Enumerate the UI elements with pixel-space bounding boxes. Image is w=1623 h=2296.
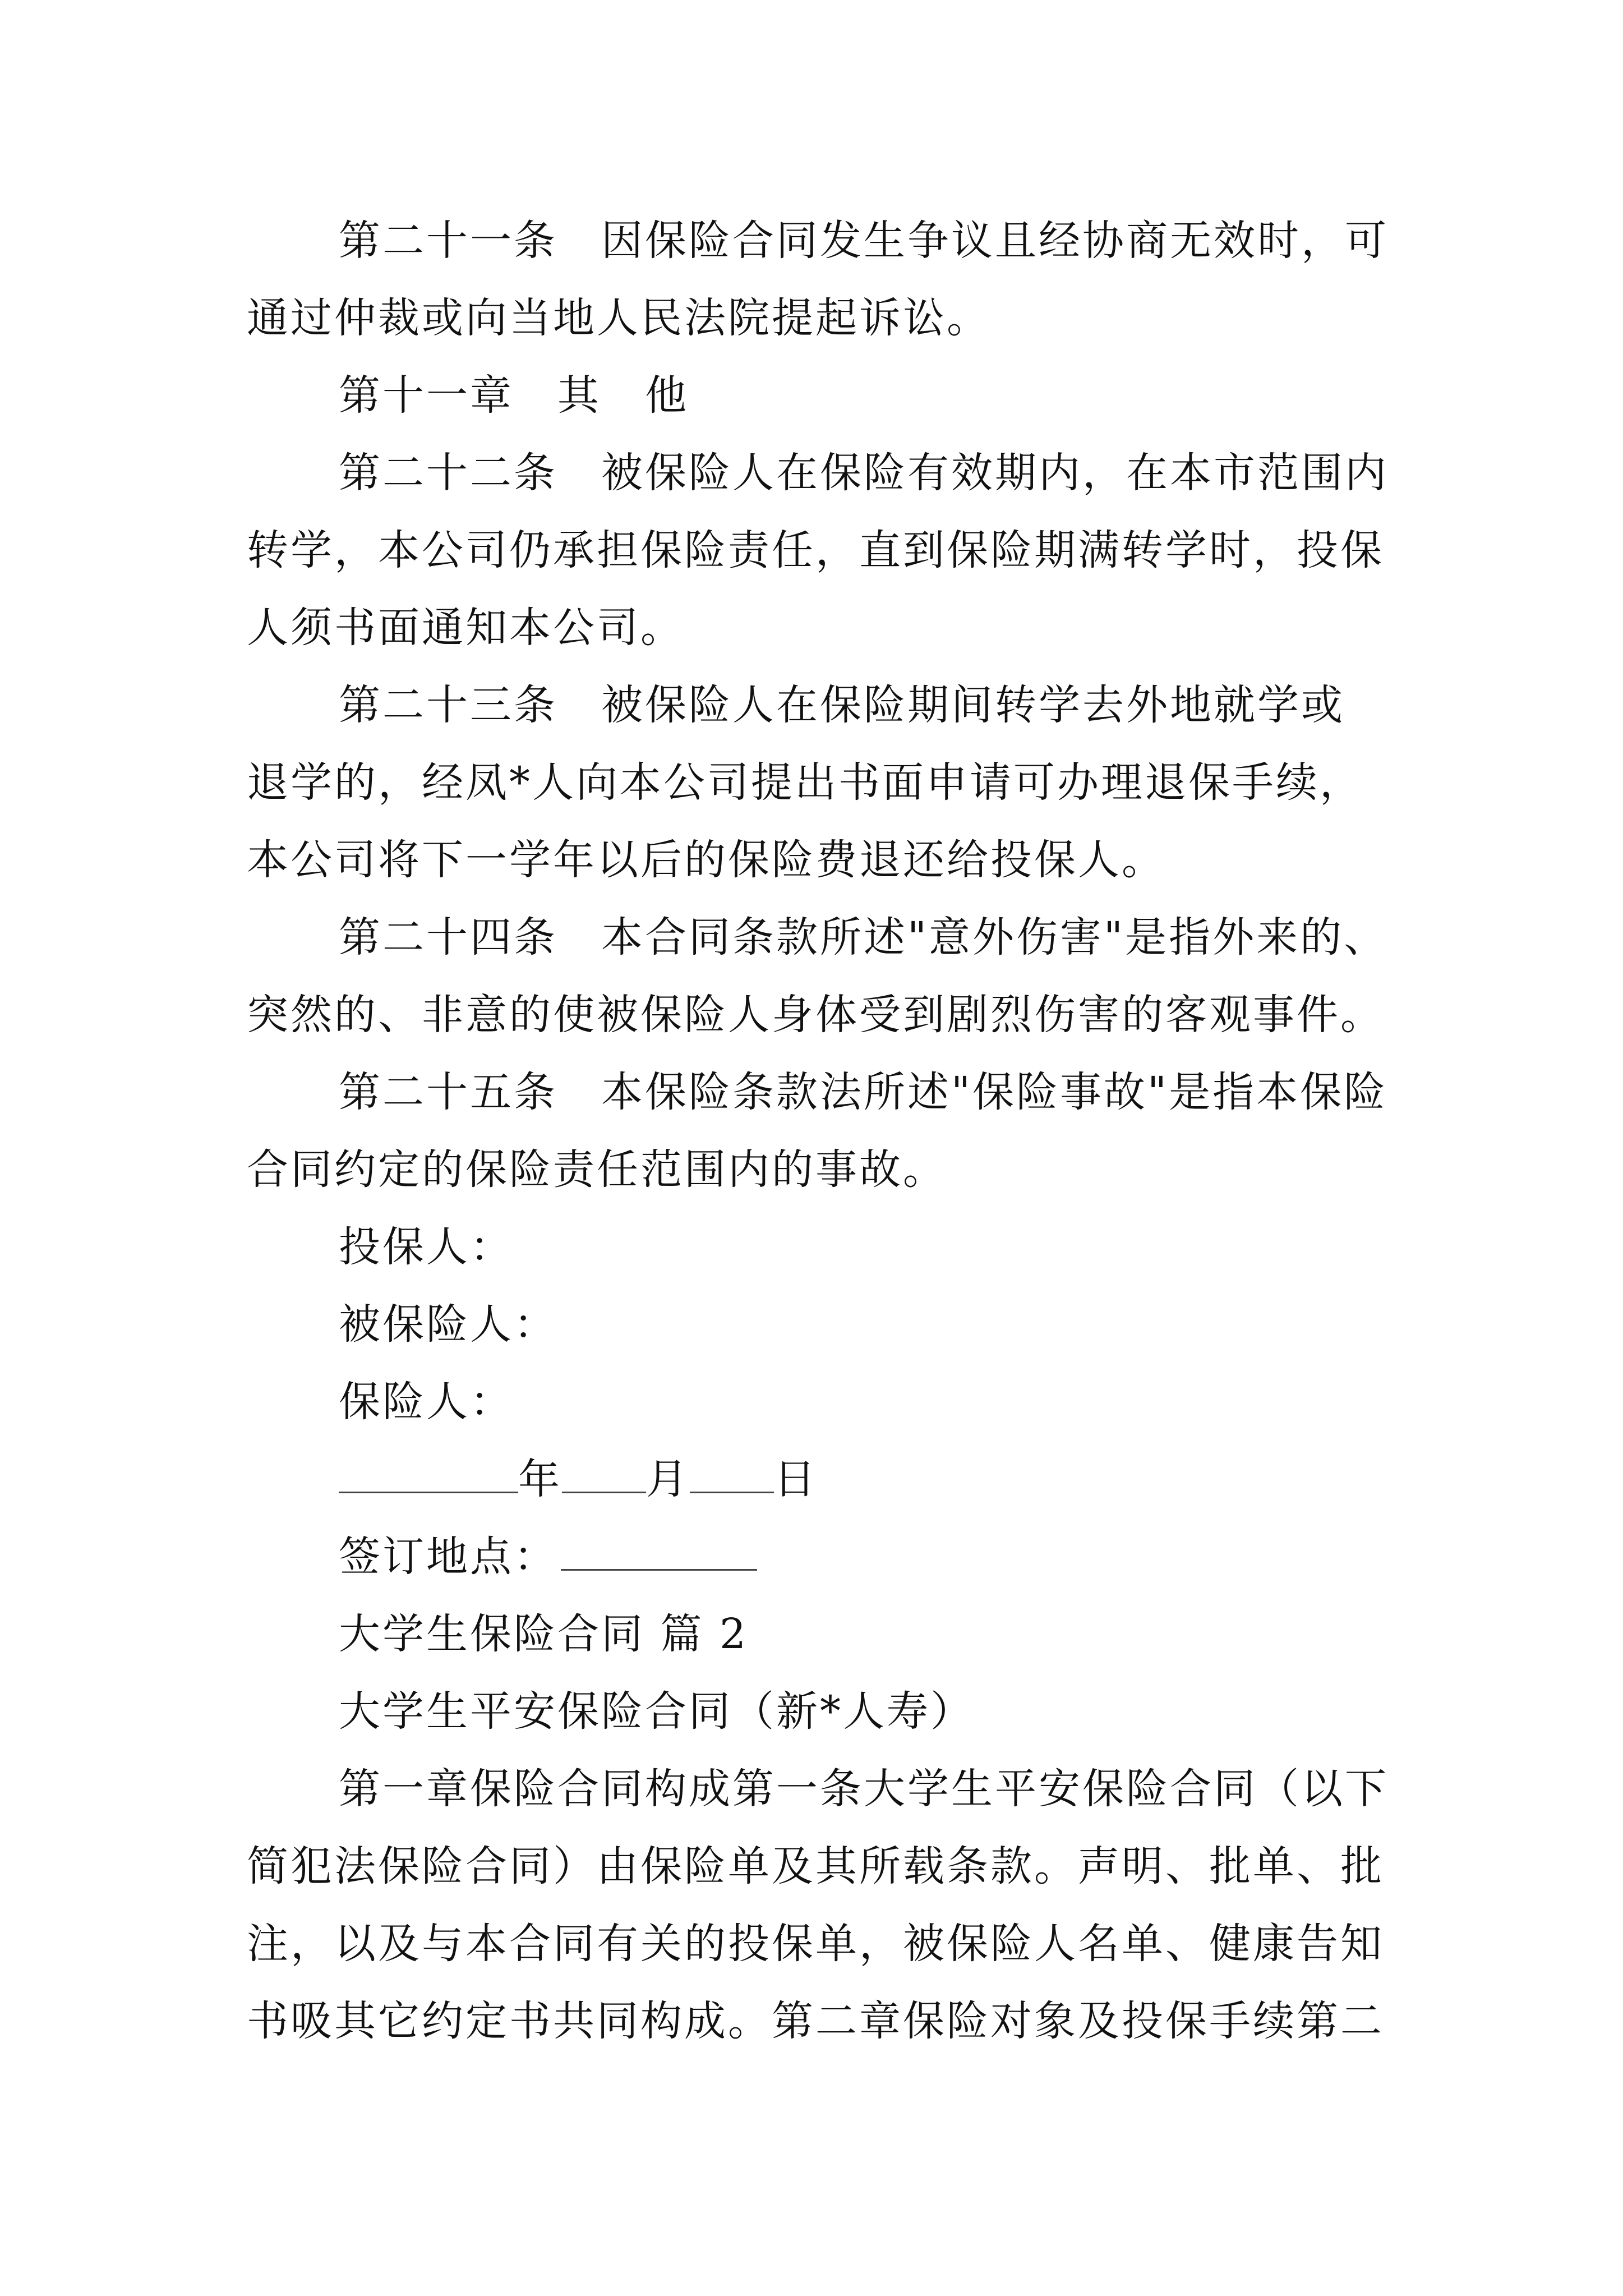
day-label: 日 bbox=[774, 1455, 818, 1503]
article-25-line-2: 合同约定的保险责任范围内的事故。 bbox=[247, 1145, 947, 1194]
article-23-line-2: 退学的，经凤*人向本公司提出书面申请可办理退保手续， bbox=[247, 758, 1363, 807]
signing-place-line bbox=[247, 1518, 1402, 1595]
chapter-1-line-4: 书吸其它约定书共同构成。第二章保险对象及投保手续第二 bbox=[247, 1997, 1384, 2045]
article-21-line-2: 通过仲裁或向当地人民法院提起诉讼。 bbox=[247, 294, 990, 342]
chapter-11-heading: 第十一章 其 他 bbox=[339, 371, 689, 420]
date-line bbox=[247, 1441, 1402, 1518]
article-24-line-2: 突然的、非意的使被保险人身体受到剧烈伤害的客观事件。 bbox=[247, 991, 1384, 1039]
year-label: 年 bbox=[518, 1455, 562, 1503]
insured-label: 被保险人： bbox=[339, 1300, 557, 1349]
insurer-label: 保险人： bbox=[339, 1378, 514, 1426]
month-label: 月 bbox=[646, 1455, 690, 1503]
article-23-line-1: 第二十三条 被保险人在保险期间转学去外地就学或 bbox=[339, 681, 1345, 729]
signing-place-label: 签订地点： bbox=[339, 1533, 557, 1581]
month-blank bbox=[562, 1448, 646, 1493]
article-22-line-1: 第二十二条 被保险人在保险有效期内，在本市范围内 bbox=[339, 449, 1389, 497]
chapter-1-line-2: 简犯法保险合同）由保险单及其所载条款。声明、批单、批 bbox=[247, 1842, 1384, 1890]
article-23 bbox=[247, 666, 1402, 899]
article-23-line-3: 本公司将下一学年以后的保险费退还给投保人。 bbox=[247, 836, 1165, 884]
article-25-line-1: 第二十五条 本保险条款法所述"保险事故"是指本保险 bbox=[339, 1068, 1388, 1116]
signing-place-blank bbox=[561, 1525, 757, 1571]
day-blank bbox=[690, 1448, 774, 1493]
article-21 bbox=[247, 202, 1402, 357]
article-22-line-2: 转学，本公司仍承担保险责任，直到保险期满转学时，投保 bbox=[247, 526, 1384, 574]
section-2-title: 大学生保险合同 篇 2 bbox=[339, 1610, 749, 1658]
applicant-label: 投保人： bbox=[339, 1223, 514, 1271]
article-24-line-1: 第二十四条 本合同条款所述"意外伤害"是指外来的、 bbox=[339, 913, 1388, 961]
article-22 bbox=[247, 434, 1402, 666]
article-21-line-1: 第二十一条 因保险合同发生争议且经协商无效时，可 bbox=[339, 217, 1389, 265]
chapter-1 bbox=[247, 1750, 1402, 2060]
article-25 bbox=[247, 1053, 1402, 1208]
article-24 bbox=[247, 899, 1402, 1053]
chapter-1-line-3: 注，以及与本合同有关的投保单，被保险人名单、健康告知 bbox=[247, 1920, 1384, 1968]
document-body bbox=[247, 202, 1402, 2060]
section-2-subtitle: 大学生平安保险合同（新*人寿） bbox=[339, 1687, 974, 1736]
article-22-line-3: 人须书面通知本公司。 bbox=[247, 604, 684, 652]
year-blank bbox=[339, 1448, 518, 1493]
chapter-1-line-1: 第一章保险合同构成第一条大学生平安保险合同（以下 bbox=[339, 1765, 1389, 1813]
